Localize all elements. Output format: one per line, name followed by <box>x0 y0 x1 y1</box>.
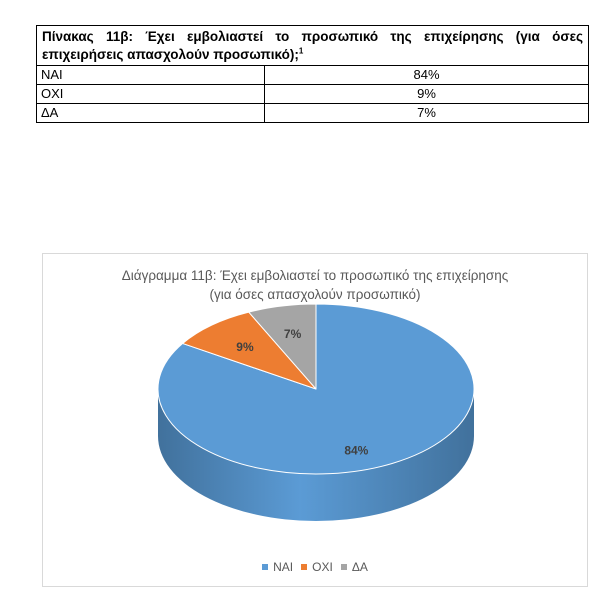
pie-chart <box>43 254 587 586</box>
legend-swatch <box>341 564 347 570</box>
row-value: 7% <box>265 104 589 123</box>
table-row <box>37 85 589 104</box>
legend-swatch <box>301 564 307 570</box>
row-label: ΔΑ <box>37 104 265 123</box>
chart-legend <box>43 560 587 574</box>
survey-table <box>36 25 589 123</box>
table-row <box>37 104 589 123</box>
row-label: ΟΧΙ <box>37 85 265 104</box>
row-value: 84% <box>265 66 589 85</box>
legend-item-ΔΑ <box>341 560 368 574</box>
legend-label: ΟΧΙ <box>312 560 333 574</box>
pie-top-group <box>158 304 474 474</box>
row-label: ΝΑΙ <box>37 66 265 85</box>
row-value: 9% <box>265 85 589 104</box>
data-label-ΔΑ: 7% <box>283 326 302 341</box>
table-title <box>37 26 589 66</box>
legend-label: ΔΑ <box>351 560 368 574</box>
legend-item-ΝΑΙ <box>262 560 293 574</box>
legend-item-ΟΧΙ <box>301 560 333 574</box>
legend-swatch <box>262 564 268 570</box>
data-label-ΝΑΙ: 84% <box>344 443 369 458</box>
table-row <box>37 66 589 85</box>
table-title-text: Πίνακας 11β: Έχει εμβολιαστεί το προσωπικό της επιχείρησης (για όσες επιχειρήσεις απασχολούν προσωπικό); <box>42 29 583 62</box>
data-label-ΟΧΙ: 9% <box>236 339 254 354</box>
legend-label: ΝΑΙ <box>273 560 294 574</box>
table-header-row <box>37 26 589 66</box>
chart-title-text: Διάγραμμα 11β: Έχει εμβολιαστεί το προσωπικό της επιχείρησης (για όσες απασχολούν προσωπικό) <box>121 268 509 302</box>
chart-frame <box>42 253 588 587</box>
footnote-marker: 1 <box>298 46 304 56</box>
